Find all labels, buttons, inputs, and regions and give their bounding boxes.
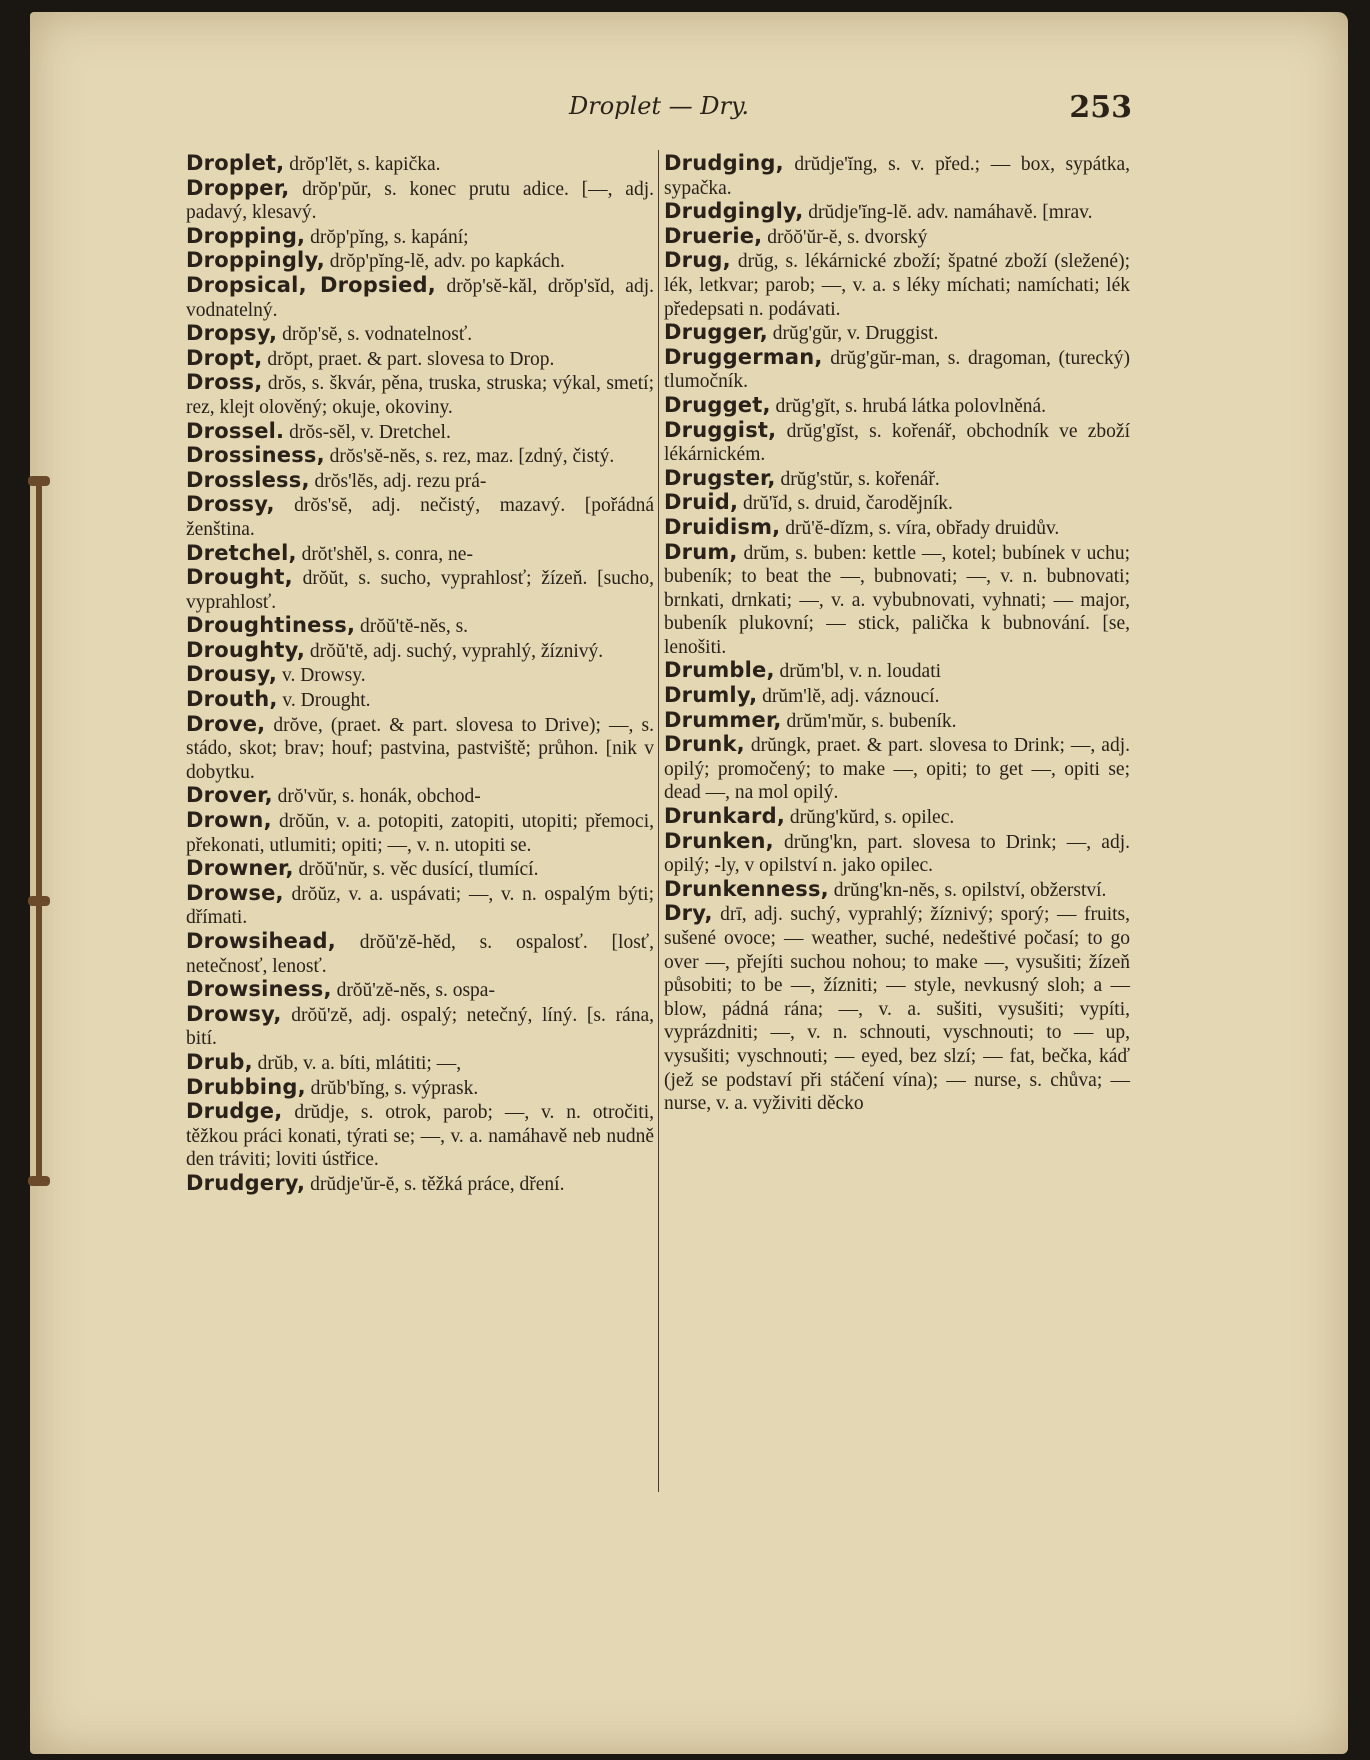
headword: Drugster, — [664, 465, 776, 490]
dictionary-entry — [664, 902, 1130, 1115]
dictionary-entry — [186, 469, 654, 494]
headword: Druidism, — [664, 514, 781, 539]
definition: drŏs'sĕ-nĕs, s. rez, maz. [zdný, čistý. — [324, 446, 615, 468]
definition: drŭng'kn, part. slovesa to Drink; —, adj. opilý; -ly, v opilství n. jako opilec. — [664, 831, 1130, 877]
definition: drŏŭt, s. sucho, vyprahlosť; žízeň. [sucho, vyprahlosť. — [186, 568, 654, 613]
headword: Drousy, — [186, 662, 278, 687]
dictionary-entry — [664, 516, 1130, 541]
headword: Dropping, — [186, 223, 306, 248]
definition: drŭ'ĕ-dĭzm, s. víra, obřady druidův. — [780, 517, 1060, 539]
headword: Drumble, — [664, 658, 775, 683]
dictionary-entry — [186, 274, 654, 322]
definition: v. Drowsy. — [277, 665, 366, 687]
definition: drŭm'bl, v. n. loudati — [774, 661, 942, 683]
headword: Droppingly, — [186, 248, 325, 273]
dictionary-entry — [664, 249, 1130, 321]
headword: Drub, — [186, 1049, 253, 1074]
dictionary-entry — [664, 878, 1130, 903]
dictionary-entry — [186, 152, 654, 177]
binding-mark — [28, 476, 50, 486]
dictionary-entry — [186, 1051, 654, 1076]
dictionary-entry — [186, 1172, 654, 1197]
dictionary-entry — [186, 688, 654, 713]
dictionary-entry — [664, 805, 1130, 830]
dictionary-entry — [186, 542, 654, 567]
page-number: 253 — [1069, 90, 1132, 125]
headword: Drum, — [664, 539, 738, 564]
running-title: Droplet — Dry. — [568, 92, 750, 120]
dictionary-entry — [186, 322, 654, 347]
dictionary-entry — [186, 614, 654, 639]
definition: drŏp'pĭng, s. kapání; — [305, 226, 469, 248]
definition: drŏp'sĕ, s. vodnatelnosť. — [277, 324, 473, 346]
headword: Drummer, — [664, 707, 782, 732]
definition: drŭngk, praet. & part. slovesa to Drink; —, adj. opilý; promočený; to make —, opiti; to get —, opiti se; dead —, na mol opilý. — [664, 735, 1130, 804]
dictionary-entry — [186, 784, 654, 809]
dictionary-entry — [186, 177, 654, 225]
definition: drī, adj. suchý, vyprahlý; žíznivý; sporý; — fruits, sušené ovoce; — weather, suché, nedeštivé počasí; to go over —, přejíti suchou nohou; to make —, vysušiti; žízeň působiti; to be —, žízniti; — style, nevkusný sloh; a — blow, pádná rána; —, v. a. sušiti, vysušiti; vypíti, vyprázdniti; —, v. n. schnouti, vyschnouti; to — up, vysušiti; vyschnouti; — eyed, bez slzí; — fat, bečka, káď (jež se podstaví při stáčení vína); — nurse, s. chůva; — nurse, v. a. vyživiti děcko — [664, 904, 1130, 1115]
dictionary-entry — [186, 371, 654, 419]
definition: drŭg'gĭst, s. kořenář, obchodník ve zboží lékárnickém. — [664, 420, 1130, 466]
definition: drŏs'lĕs, adj. rezu prá- — [309, 470, 487, 492]
definition: drŏŭn, v. a. potopiti, zatopiti, utopiti; přemoci, překonati, utlumiti; opiti; —, v. n. utopiti se. — [186, 811, 654, 856]
headword: Drossless, — [186, 467, 310, 492]
headword: Drug, — [664, 248, 731, 273]
definition: drŭ'ĭd, s. druid, čarodějník. — [738, 493, 953, 515]
definition: drŭb'bĭng, s. výprask. — [305, 1077, 479, 1099]
headword: Dry, — [664, 901, 713, 926]
headword: Dross, — [186, 370, 263, 395]
definition: drŭg'gĭt, s. hrubá látka polovlněná. — [770, 395, 1047, 417]
dictionary-entry — [186, 663, 654, 688]
right-column — [664, 152, 1130, 1116]
dictionary-entry — [664, 709, 1130, 734]
headword: Drouth, — [186, 687, 278, 712]
headword: Drudging, — [664, 151, 784, 175]
headword: Drossy, — [186, 492, 275, 517]
page-header — [186, 92, 1132, 128]
headword: Dropsical, Dropsied, — [186, 272, 436, 297]
definition: drŏp'pŭr, s. konec prutu adice. [—, adj. padavý, klesavý. — [186, 178, 654, 224]
dictionary-entry — [186, 930, 654, 978]
dictionary-entry — [664, 200, 1130, 225]
headword: Drunk, — [664, 732, 745, 757]
definition: drŏs, s. škvár, pěna, truska, struska; výkal, smetí; rez, klejt olověný; okuje, okoviny. — [186, 373, 654, 418]
dictionary-entry — [664, 491, 1130, 516]
dictionary-entry — [664, 225, 1130, 250]
headword: Druggist, — [664, 417, 777, 442]
dictionary-entry — [186, 882, 654, 930]
definition: drŭdje'ĭng-lĕ. adv. namáhavě. [mrav. — [803, 202, 1093, 224]
headword: Drove, — [186, 711, 266, 736]
definition: drŭdje'ĭng, s. v. před.; — box, sypátka, sypačka. — [664, 154, 1130, 199]
dictionary-entry — [186, 713, 654, 785]
dictionary-entry — [664, 541, 1130, 660]
dictionary-entry — [186, 809, 654, 857]
dictionary-entry — [664, 467, 1130, 492]
definition: drŏp'sĕ-kăl, drŏp'sĭd, adj. vodnatelný. — [186, 275, 655, 321]
definition: drŭng'kŭrd, s. opilec. — [785, 807, 955, 829]
dictionary-entry — [186, 978, 654, 1003]
definition: drŏve, (praet. & part. slovesa to Drive); —, s. stádo, skot; brav; houf; pastvina, pastviště; průhon. [nik v dobytku. — [186, 714, 654, 783]
headword: Druid, — [664, 490, 739, 515]
dictionary-entry — [664, 419, 1130, 467]
binding-mark — [28, 1176, 50, 1186]
headword: Drunkard, — [664, 804, 785, 829]
definition: drŏp'lĕt, s. kapička. — [284, 154, 441, 175]
headword: Drover, — [186, 783, 273, 808]
headword: Drossel. — [186, 418, 285, 443]
dictionary-entry — [186, 1076, 654, 1101]
dictionary-entry — [664, 394, 1130, 419]
dictionary-entry — [186, 225, 654, 250]
definition: drŭm'lĕ, adj. váznoucí. — [757, 686, 940, 708]
headword: Drumly, — [664, 683, 758, 708]
definition: drŏŭ'zĕ-nĕs, s. ospa- — [331, 980, 495, 1002]
definition: drŭg, s. lékárnické zboží; špatné zboží (sležené); lék, letkvar; parob; —, v. a. s léky míchati; namíchati; lék předepsati n. podávati. — [664, 251, 1130, 320]
dictionary-entry — [186, 249, 654, 274]
definition: drŏ'vŭr, s. honák, obchod- — [272, 786, 481, 808]
headword: Drugget, — [664, 392, 771, 417]
dictionary-entry — [664, 830, 1130, 878]
definition: drŭdje, s. otrok, parob; —, v. n. otročiti, těžkou práci konati, týrati se; —, v. a. namáhavě neb nudně den tráviti; loviti ústřice. — [186, 1102, 654, 1171]
definition: drŏs-sĕl, v. Dretchel. — [284, 421, 451, 443]
dictionary-entry — [186, 639, 654, 664]
definition: drŏs'sĕ, adj. nečistý, mazavý. [pořádná ženština. — [186, 495, 654, 540]
column-divider — [658, 150, 659, 1492]
headword: Droughty, — [186, 637, 306, 662]
dictionary-entry — [664, 684, 1130, 709]
definition: drŭm'mŭr, s. bubeník. — [781, 710, 957, 732]
definition: v. Drought. — [277, 690, 371, 712]
headword: Drowsihead, — [186, 929, 336, 953]
headword: Drowse, — [186, 880, 284, 905]
headword: Drossiness, — [186, 443, 325, 468]
left-column — [186, 152, 654, 1197]
headword: Druerie, — [664, 223, 763, 248]
headword: Drowsy, — [186, 1001, 282, 1026]
headword: Dretchel, — [186, 540, 297, 565]
headword: Drunkenness, — [664, 876, 829, 901]
definition: drŭg'gŭr-man, s. dragoman, (turecký) tlumočník. — [664, 347, 1130, 393]
headword: Dropt, — [186, 345, 263, 370]
dictionary-entry — [186, 857, 654, 882]
dictionary-entry — [186, 1003, 654, 1051]
dictionary-entry — [186, 566, 654, 614]
dictionary-entry — [664, 152, 1130, 200]
definition: drŭg'gŭr, v. Druggist. — [767, 323, 939, 345]
headword: Droplet, — [186, 151, 285, 175]
headword: Drowsiness, — [186, 977, 332, 1002]
definition: drŏpt, praet. & part. slovesa to Drop. — [262, 348, 555, 370]
dictionary-entry — [186, 347, 654, 372]
definition: drŭng'kn-nĕs, s. opilství, obžerství. — [828, 879, 1107, 901]
definition: drŏŭ'zĕ, adj. ospalý; netečný, líný. [s. rána, bití. — [186, 1004, 654, 1050]
headword: Drugger, — [664, 320, 768, 345]
dictionary-entry — [186, 1100, 654, 1172]
headword: Drunken, — [664, 828, 774, 853]
definition: drŏŭ'tĕ, adj. suchý, vyprahlý, žíznivý. — [305, 640, 604, 662]
headword: Dropsy, — [186, 321, 278, 346]
definition: drŏŭ'zĕ-hĕd, s. ospalosť. [losť, netečnosť, lenosť. — [186, 932, 654, 977]
definition: drŭdje'ŭr-ĕ, s. těžká práce, dření. — [305, 1173, 565, 1195]
headword: Drubbing, — [186, 1074, 306, 1099]
dictionary-entry — [186, 493, 654, 541]
definition: drŏŭ'nŭr, s. věc dusící, tlumící. — [293, 859, 539, 881]
definition: drŏŭ'tĕ-nĕs, s. — [355, 616, 469, 638]
headword: Drudge, — [186, 1099, 283, 1124]
binding-edge — [36, 480, 42, 1180]
headword: Drudgingly, — [664, 199, 804, 224]
definition: drŭm, s. buben: kettle —, kotel; bubínek v uchu; bubeník; to beat the —, bubnovati; —, v. n. bubnovati; brnkati, drnkati; —, v. a. vybubnovati, vyhnati; — major, bubeník plukovní; — stick, palička k bubnování. [se, lenošiti. — [664, 542, 1130, 658]
dictionary-entry — [664, 733, 1130, 805]
definition: drŏŏ'ŭr-ĕ, s. dvorský — [762, 226, 928, 248]
headword: Drowner, — [186, 856, 294, 881]
dictionary-entry — [664, 321, 1130, 346]
definition: drŭg'stŭr, s. kořenář. — [775, 468, 940, 490]
headword: Drudgery, — [186, 1170, 306, 1195]
binding-mark — [28, 896, 50, 906]
headword: Dropper, — [186, 175, 290, 200]
definition: drŏt'shĕl, s. conra, ne- — [296, 543, 473, 565]
headword: Drought, — [186, 565, 293, 590]
dictionary-entry — [186, 444, 654, 469]
headword: Drown, — [186, 808, 272, 833]
headword: Droughtiness, — [186, 613, 356, 638]
dictionary-entry — [186, 420, 654, 445]
dictionary-entry — [664, 346, 1130, 394]
definition: drŭb, v. a. bíti, mlátiti; —, — [252, 1052, 462, 1074]
definition: drŏp'pĭng-lĕ, adv. po kapkách. — [324, 251, 565, 273]
definition: drŏŭz, v. a. uspávati; —, v. n. ospalým býti; dřímati. — [186, 883, 654, 929]
dictionary-entry — [664, 659, 1130, 684]
headword: Druggerman, — [664, 344, 823, 369]
